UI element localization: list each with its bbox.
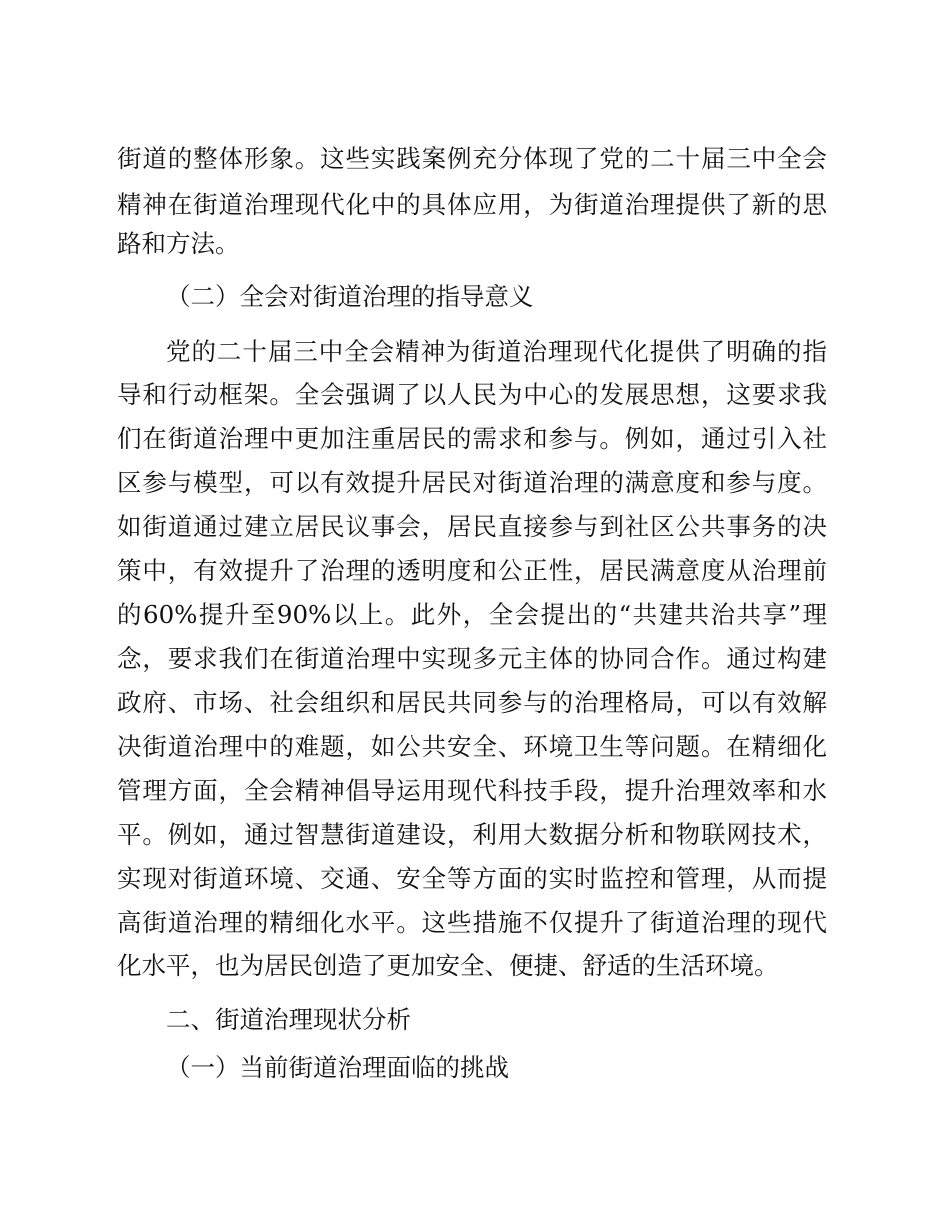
paragraph-line: 平。例如，通过智慧街道建设，利用大数据分析和物联网技术，	[117, 820, 827, 849]
paragraph-line: 路和方法。	[117, 229, 240, 258]
paragraph-line: 政府、市场、社会组织和居民共同参与的治理格局，可以有效解	[117, 688, 827, 717]
paragraph-line: 街道的整体形象。这些实践案例充分体现了党的二十届三中全会	[117, 144, 827, 173]
paragraph-line: 们在街道治理中更加注重居民的需求和参与。例如，通过引入社	[117, 424, 827, 453]
paragraph-line: 党的二十届三中全会精神为街道治理现代化提供了明确的指	[166, 337, 827, 366]
paragraph-line: 的60%提升至90%以上。此外，全会提出的“共建共治共享”理	[117, 600, 827, 629]
paragraph-line: 精神在街道治理现代化中的具体应用，为街道治理提供了新的思	[117, 190, 827, 219]
chapter-heading: 二、街道治理现状分析	[166, 1005, 411, 1034]
paragraph-line: 实现对街道环境、交通、安全等方面的实时监控和管理，从而提	[117, 864, 827, 893]
paragraph-line: 化水平，也为居民创造了更加安全、便捷、舒适的生活环境。	[117, 951, 779, 980]
paragraph-line: 管理方面，全会精神倡导运用现代科技手段，提升治理效率和水	[117, 776, 827, 805]
paragraph-line: 策中，有效提升了治理的透明度和公正性，居民满意度从治理前	[117, 556, 827, 585]
paragraph-line: 如街道通过建立居民议事会，居民直接参与到社区公共事务的决	[117, 512, 827, 541]
section-heading: （二）全会对街道治理的指导意义	[166, 282, 534, 311]
paragraph-line: 决街道治理中的难题，如公共安全、环境卫生等问题。在精细化	[117, 732, 827, 761]
paragraph-line: 高街道治理的精细化水平。这些措施不仅提升了街道治理的现代	[117, 908, 827, 937]
paragraph-line: 导和行动框架。全会强调了以人民为中心的发展思想，这要求我	[117, 380, 827, 409]
section-heading: （一）当前街道治理面临的挑战	[166, 1053, 509, 1082]
paragraph-line: 区参与模型，可以有效提升居民对街道治理的满意度和参与度。	[117, 468, 827, 497]
paragraph-line: 念，要求我们在街道治理中实现多元主体的协同合作。通过构建	[117, 644, 827, 673]
